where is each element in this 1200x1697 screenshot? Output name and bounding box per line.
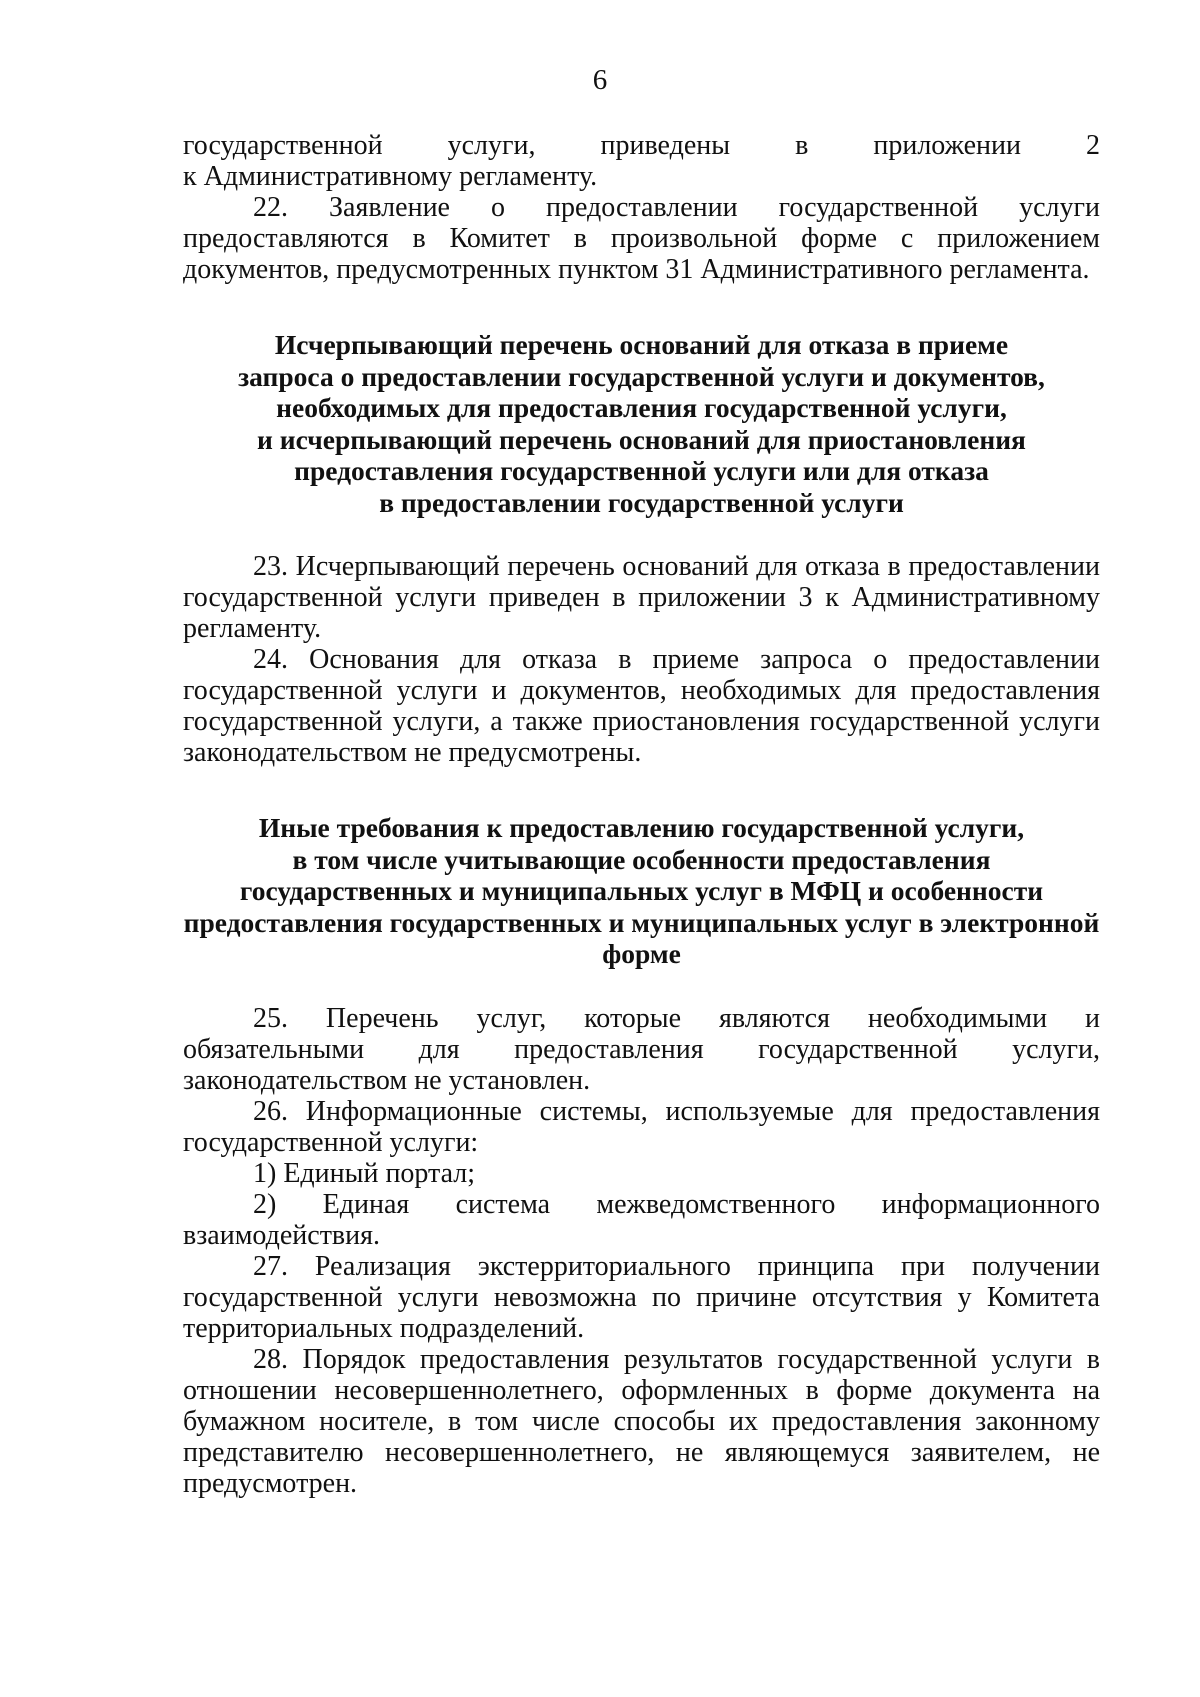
heading-line: государственных и муниципальных услуг в МФЦ и особенности — [239, 875, 1044, 906]
heading-line: Исчерпывающий перечень оснований для отказа в приеме — [274, 329, 1009, 360]
section-heading-other-requirements — [183, 812, 1100, 970]
paragraph-26: 26. Информационные системы, используемые для предоставления государственной услуги: — [183, 1095, 1100, 1158]
section-heading-refusal-grounds — [183, 329, 1100, 518]
spacer — [183, 518, 1100, 551]
heading-line: Иные требования к предоставлению государственной услуги, — [258, 812, 1025, 843]
paragraph-22: 22. Заявление о предоставлении государственной услуги предоставляются в Комитет в произвольной форме с приложением документов, предусмотренных пунктом 31 Административного регламента. — [183, 192, 1100, 285]
paragraph-24: 24. Основания для отказа в приеме запроса о предоставлении государственной услуги и документов, необходимых для предоставления государственной услуги, а также приостановления государственной услуги законодательством не предусмотрены. — [183, 644, 1100, 768]
paragraph-25: 25. Перечень услуг, которые являются необходимыми и обязательными для предоставления государственной услуги, законодательством не установлен. — [183, 1002, 1100, 1096]
heading-line: и исчерпывающий перечень оснований для приостановления — [257, 423, 1026, 455]
paragraph-26-item-1: 1) Единый портал; — [253, 1157, 476, 1189]
spacer — [183, 768, 1100, 812]
intro-line-2: к Административному регламенту. — [183, 161, 598, 192]
heading-line: форме — [602, 938, 681, 969]
paragraph-23: 23. Исчерпывающий перечень оснований для отказа в предоставлении государственной услуги приведен в приложении 3 к Административному регламенту. — [183, 551, 1100, 644]
heading-line: запроса о предоставлении государственной услуги и документов, — [238, 360, 1045, 392]
intro-line-1: государственной услуги, приведены в приложении 2 — [183, 130, 1100, 161]
spacer — [183, 970, 1100, 1003]
paragraph-26-item-2: 2) Единая система межведомственного информационного взаимодействия. — [183, 1188, 1100, 1251]
heading-line: в предоставлении государственной услуги — [379, 486, 904, 518]
heading-line: необходимых для предоставления государственной услуги, — [276, 392, 1007, 423]
heading-line: предоставления государственной услуги или для отказа — [294, 455, 989, 486]
page-number: 6 — [592, 64, 608, 96]
paragraph-28: 28. Порядок предоставления результатов государственной услуги в отношении несовершеннолетнего, оформленных в форме документа на бумажном носителе, в том числе способы их предоставления законному представителю несовершеннолетнего, не являющемуся заявителем, не предусмотрен. — [183, 1343, 1100, 1499]
document-body — [183, 130, 1100, 1499]
spacer — [183, 285, 1100, 329]
heading-line: в том числе учитывающие особенности предоставления — [292, 843, 991, 875]
heading-line: предоставления государственных и муниципальных услуг в электронной — [183, 906, 1100, 938]
paragraph-27: 27. Реализация экстерриториального принципа при получении государственной услуги невозможна по причине отсутствия у Комитета территориальных подразделений. — [183, 1250, 1100, 1344]
